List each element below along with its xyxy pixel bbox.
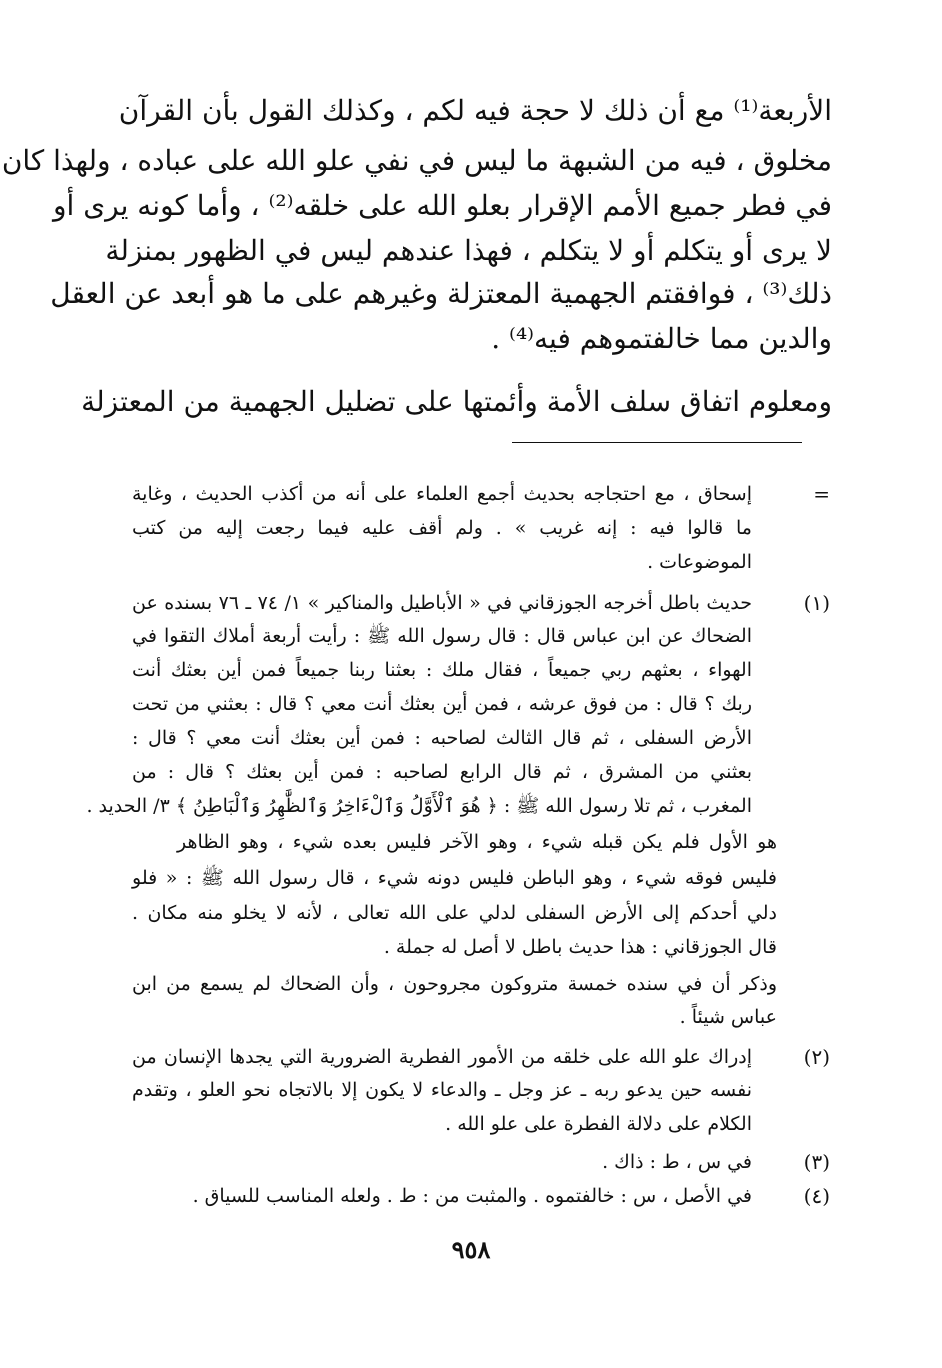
footnote-number: (٤) bbox=[803, 1184, 830, 1208]
footnote-line: في الأصل ، س : خالفتموه . والمثبت من : ط . ولعله المناسب للسياق . bbox=[192, 1185, 752, 1207]
footnote-line: الأرض السفلى ، ثم قال الثالث لصاحبه : فمن أين بعثك أنت معي ؟ قال : bbox=[132, 727, 752, 749]
footnote-line: دلي أحدكم إلى الأرض السفلى لدلي على الله تعالى ، لأنه لا يخلو منه مكان . bbox=[132, 902, 777, 924]
footnote-line: الكلام على دلالة الفطرة على علو الله . bbox=[445, 1113, 752, 1135]
footnote-line: في س ، ط : ذاك . bbox=[602, 1151, 752, 1173]
main-text-line: ومعلوم اتفاق سلف الأمة وأئمتها على تضليل الجهمية من المعتزلة bbox=[81, 385, 832, 418]
footnote-separator bbox=[512, 442, 802, 443]
footnote-line: إدراك علو الله على خلقه من الأمور الفطرية الضرورية التي يجدها الإنسان من bbox=[132, 1046, 752, 1068]
footnote-line: عباس شيئاً . bbox=[679, 1006, 777, 1028]
main-text-line: الأربعة⁽¹⁾ مع أن ذلك لا حجة فيه لكم ، وكذلك القول بأن القرآن bbox=[118, 94, 832, 127]
main-text-line: مخلوق ، فيه من الشبهة ما ليس في نفي علو الله على عباده ، ولهذا كان bbox=[1, 144, 832, 177]
page-number: ٩٥٨ bbox=[451, 1235, 491, 1264]
footnote-line: ما قالوا فيه : إنه غريب » . ولم أقف عليه فيما رجعت إليه من كتب bbox=[132, 517, 752, 539]
footnote-number: (٢) bbox=[803, 1045, 830, 1069]
footnote-line: حديث باطل أخرجه الجوزقاني في « الأباطيل والمناكير » ١/ ٧٤ ـ ٧٦ بسنده عن bbox=[132, 592, 752, 614]
main-text-line: والدين مما خالفتموهم فيه⁽⁴⁾ . bbox=[491, 322, 832, 355]
footnote-line: إسحاق ، مع احتجاجه بحديث أجمع العلماء على أنه من أكذب الحديث ، وغاية bbox=[132, 483, 752, 505]
footnote-line: ربك ؟ قال : من فوق عرشه ، فمن أين بعثك أنت معي ؟ قال : بعثني من تحت bbox=[132, 693, 752, 715]
footnote-line: بعثني من المشرق ، ثم قال الرابع لصاحبه : فمن أين بعثك ؟ قال : من bbox=[132, 761, 753, 783]
footnote-line: الهواء ، بعثهم ربي جميعاً ، فقال ملك : بعثنا ربنا جميعاً فمن أين بعثك أنت bbox=[132, 659, 752, 681]
footnote-number: (١) bbox=[803, 591, 830, 615]
footnote-line: وذكر أن في سنده خمسة متروكون مجروحون ، وأن الضحاك لم يسمع من ابن bbox=[132, 973, 777, 995]
footnote-line: هو الأول فلم يكن قبله شيء ، وهو الآخر فليس بعده شيء ، وهو الظاهر bbox=[177, 831, 777, 853]
main-text-line: لا يرى أو يتكلم أو لا يتكلم ، فهذا عندهم ليس في الظهور بمنزلة bbox=[105, 234, 832, 267]
footnote-line: فليس فوقه شيء ، وهو الباطن فليس دونه شيء ، قال رسول الله ﷺ : « فلو bbox=[132, 867, 777, 889]
footnote-line: المغرب ، ثم تلا رسول الله ﷺ : ﴿ هُوَ ٱلْأَوَّلُ وَٱلْءَاخِرُ وَٱلظَّٰهِرُ وَٱلْبَاطِنُ ﴾ ٣/ الحديد . bbox=[86, 795, 752, 817]
footnote-line: قال الجوزقاني : هذا حديث باطل لا أصل له جملة . bbox=[383, 936, 777, 958]
footnote-line: الضحاك عن ابن عباس قال : قال رسول الله ﷺ : رأيت أربعة أملاك التقوا في bbox=[132, 625, 752, 647]
main-text-line: ذلك⁽³⁾ ، فوافقتم الجهمية المعتزلة وغيرهم على ما هو أبعد عن العقل bbox=[50, 277, 832, 310]
footnote-continuation-marker: = bbox=[813, 482, 830, 506]
main-text-line: في فطر جميع الأمم الإقرار بعلو الله على خلقه⁽²⁾ ، وأما كونه يرى أو bbox=[53, 189, 832, 222]
footnote-line: الموضوعات . bbox=[647, 551, 752, 573]
footnote-line: نفسه حين يدعو ربه ـ عز وجل ـ والدعاء لا يكون إلا بالاتجاه نحو العلو ، وتقدم bbox=[132, 1079, 752, 1101]
footnote-number: (٣) bbox=[803, 1150, 830, 1174]
